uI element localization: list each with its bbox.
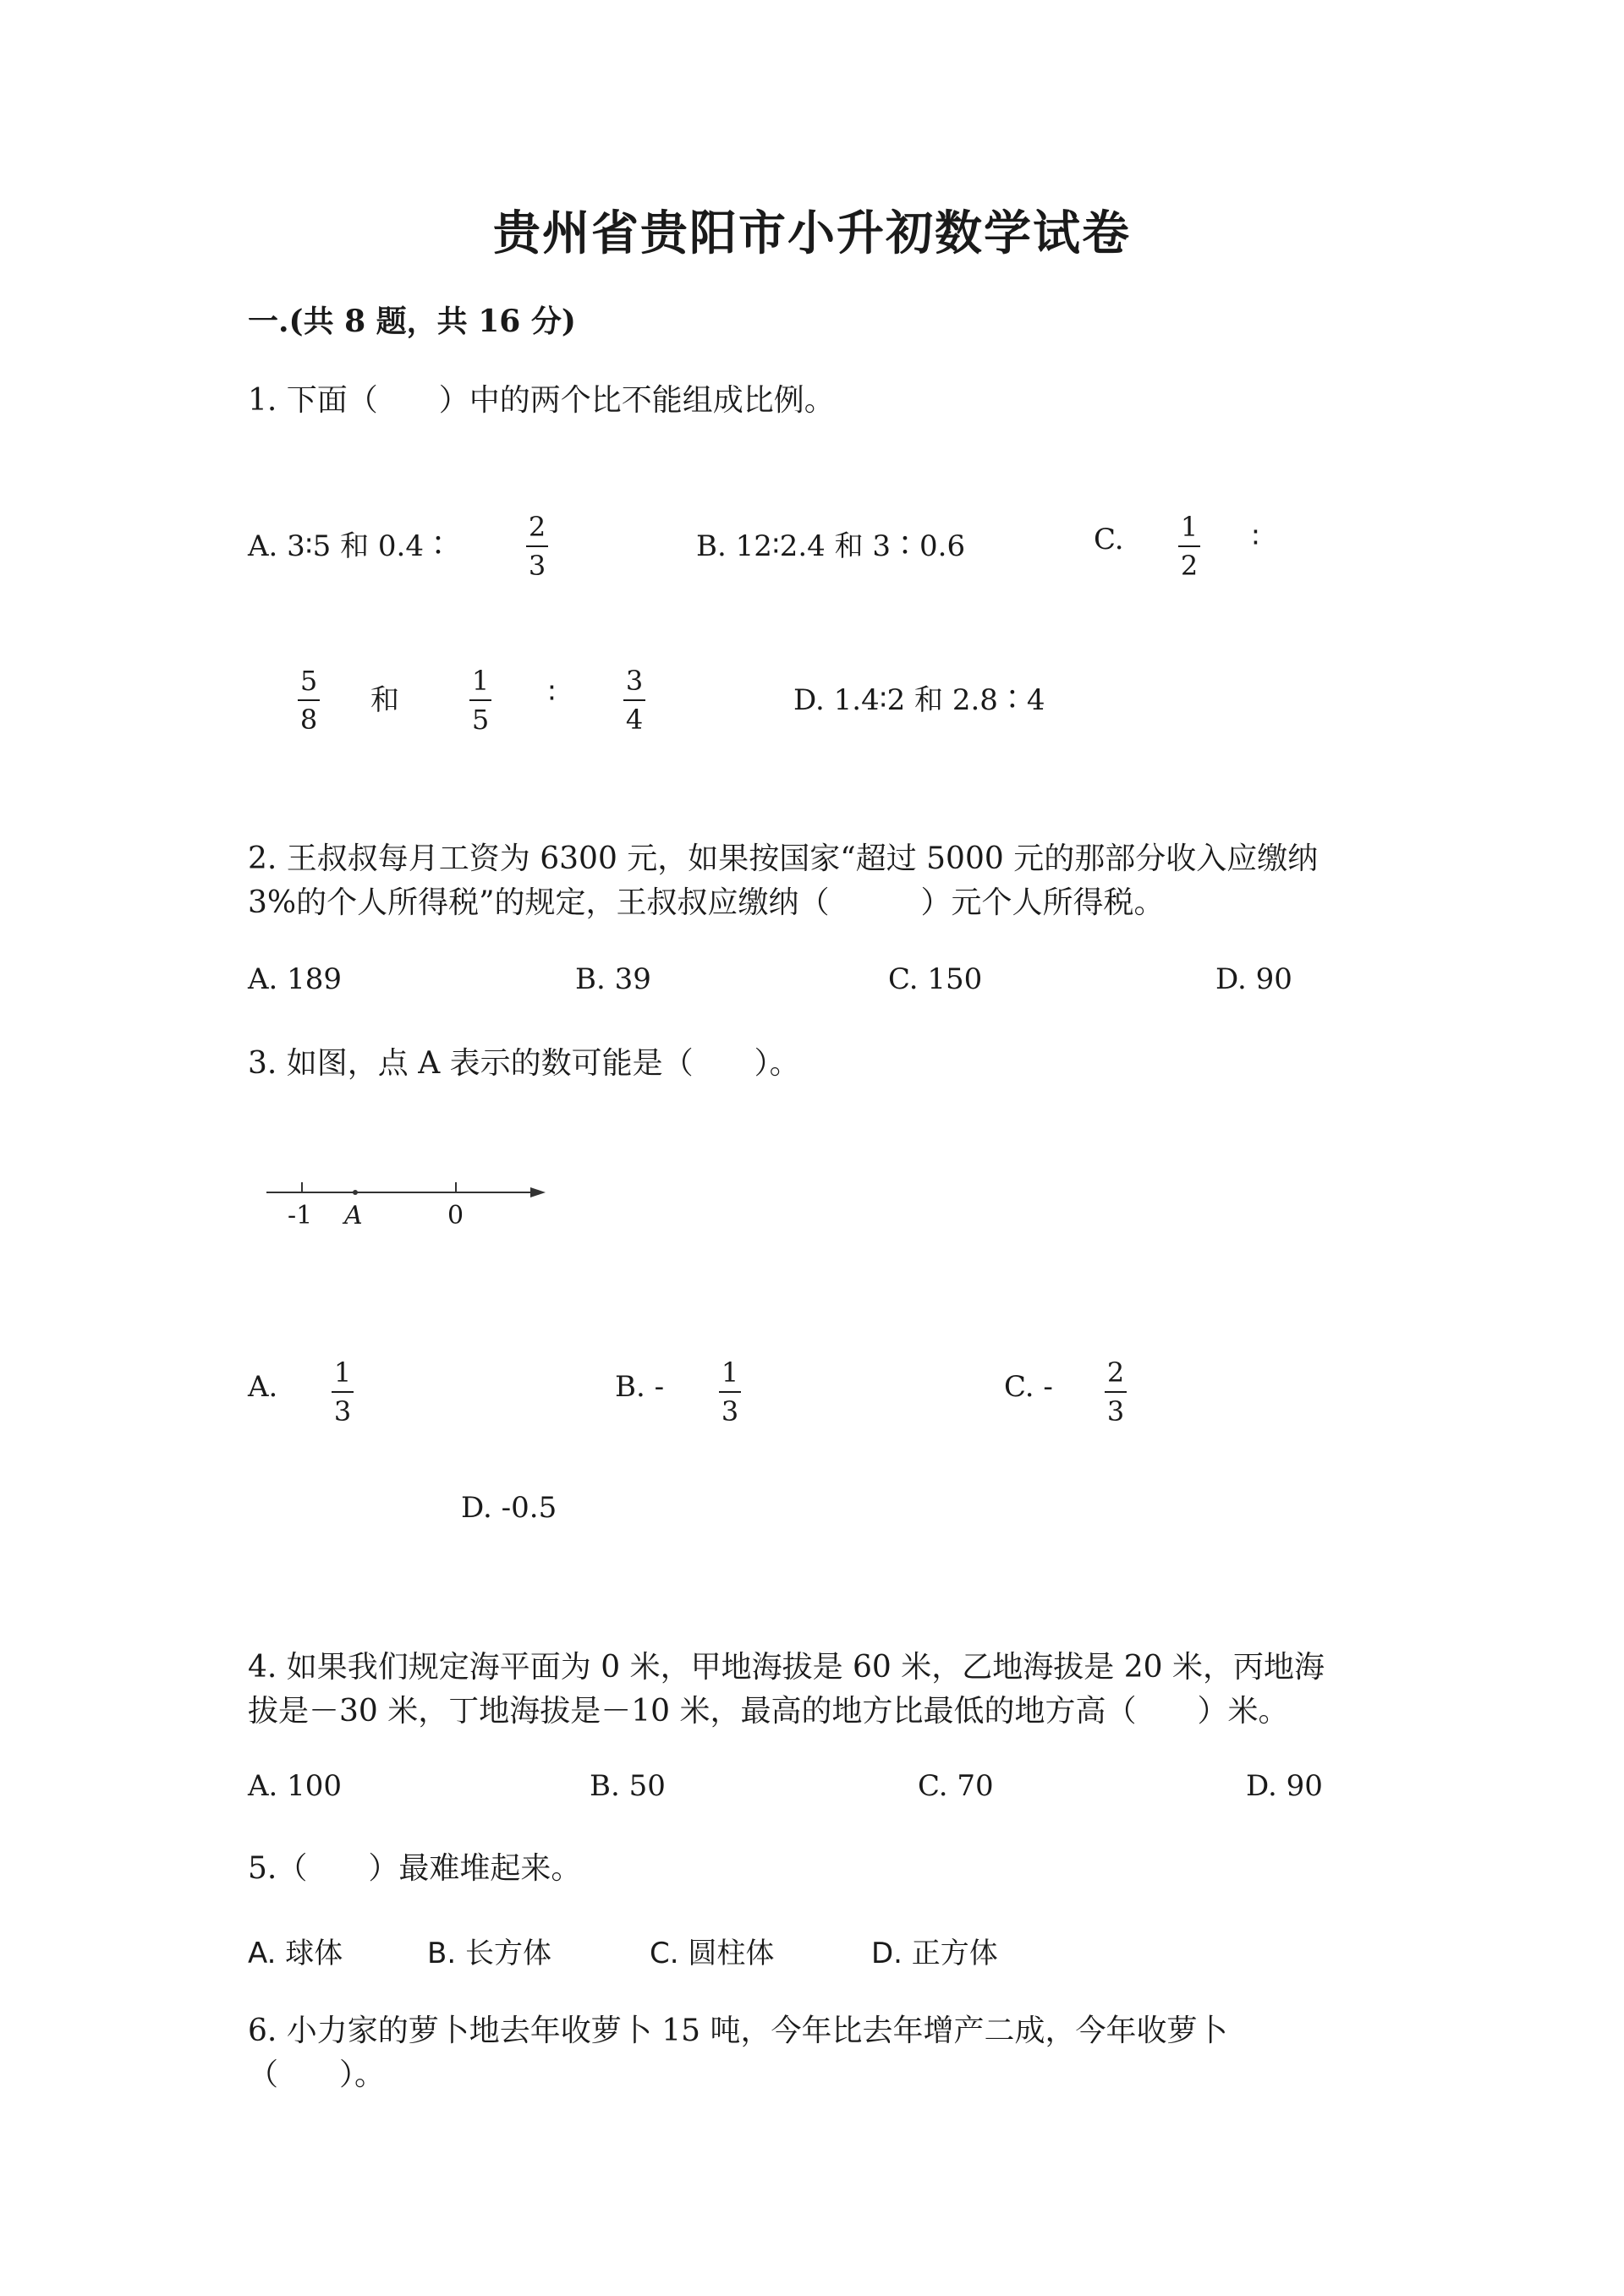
arrow-right-icon — [530, 1187, 546, 1197]
q3-option-a-fraction — [332, 1357, 354, 1427]
fraction-bar — [1105, 1391, 1127, 1393]
fraction-bar — [469, 699, 491, 701]
fraction-bar — [719, 1391, 741, 1393]
fraction-bar — [526, 545, 548, 547]
question-4-stem-line-1: 4. 如果我们规定海平面为 0 米，甲地海拔是 60 米，乙地海拔是 20 米，丙地海 — [248, 1650, 1325, 1685]
q3-option-b-fraction — [719, 1357, 741, 1427]
q1-option-c-fraction-2 — [298, 666, 320, 735]
fraction-denominator: 8 — [299, 704, 318, 736]
question-2-stem-line-1: 2. 王叔叔每月工资为 6300 元，如果按国家“超过 5000 元的那部分收入应缴纳 — [248, 841, 1319, 876]
fraction-numerator: 1 — [721, 1356, 739, 1389]
question-4-stem-line-2: 拔是－30 米，丁地海拔是－10 米，最高的地方比最低的地方高（ ）米。 — [248, 1694, 1289, 1729]
section-header: 一.(共 8 题，共 16 分) — [248, 304, 576, 339]
point-a-dot — [353, 1190, 358, 1195]
fraction-numerator: 2 — [1106, 1356, 1125, 1389]
q2-option-b: B. 39 — [575, 962, 651, 996]
q1-option-d: D. 1.4∶2 和 2.8∶4 — [793, 683, 1045, 717]
q4-option-c: C. 70 — [918, 1769, 994, 1803]
q3-option-c-prefix: C. - — [1004, 1370, 1053, 1404]
q1-option-b: B. 12∶2.4 和 3∶0.6 — [696, 529, 966, 563]
q3-option-c-fraction — [1105, 1357, 1127, 1427]
fraction-numerator: 1 — [333, 1356, 352, 1389]
q1-option-c-prefix: C. — [1094, 523, 1124, 556]
q1-option-c-fraction-1 — [1178, 512, 1200, 581]
q3-option-b-prefix: B. - — [615, 1370, 665, 1404]
question-5-stem: 5.（ ）最难堆起来。 — [248, 1851, 582, 1886]
q4-option-b: B. 50 — [590, 1769, 666, 1803]
q3-option-a-prefix: A. — [248, 1370, 278, 1404]
page-title: 贵州省贵阳市小升初数学试卷 — [493, 205, 1131, 261]
question-1-stem: 1. 下面（ ）中的两个比不能组成比例。 — [248, 383, 835, 418]
q1-option-c-colon-2: ∶ — [548, 677, 556, 710]
q1-option-a-fraction — [526, 512, 548, 581]
fraction-numerator: 5 — [299, 665, 318, 697]
number-line-figure — [258, 1167, 554, 1243]
question-3-stem: 3. 如图，点 A 表示的数可能是（ ）。 — [248, 1046, 800, 1081]
q5-option-a: A. 球体 — [248, 1937, 343, 1970]
label-minus-one: -1 — [288, 1201, 313, 1230]
q1-option-c-colon-1: ∶ — [1252, 521, 1259, 555]
fraction-denominator: 2 — [1180, 550, 1199, 582]
q3-option-d: D. -0.5 — [461, 1491, 557, 1525]
q1-option-c-fraction-3 — [469, 666, 491, 735]
q5-option-c: C. 圆柱体 — [650, 1937, 775, 1970]
q2-option-d: D. 90 — [1215, 962, 1292, 996]
fraction-numerator: 1 — [471, 665, 490, 697]
question-6-stem-line-1: 6. 小力家的萝卜地去年收萝卜 15 吨，今年比去年增产二成，今年收萝卜 — [248, 2014, 1228, 2048]
label-zero: 0 — [447, 1201, 464, 1230]
q2-option-a: A. 189 — [248, 962, 343, 996]
fraction-denominator: 3 — [1106, 1395, 1125, 1427]
q1-option-c-fraction-4 — [623, 666, 645, 735]
fraction-denominator: 3 — [528, 550, 546, 582]
q2-option-c: C. 150 — [888, 962, 983, 996]
fraction-bar — [332, 1391, 354, 1393]
label-point-a: A — [344, 1201, 363, 1230]
q5-option-d: D. 正方体 — [871, 1937, 998, 1970]
q4-option-a: A. 100 — [248, 1769, 343, 1803]
question-2-stem-line-2: 3%的个人所得税”的规定，王叔叔应缴纳（ ）元个人所得税。 — [248, 885, 1165, 920]
fraction-bar — [298, 699, 320, 701]
fraction-denominator: 3 — [721, 1395, 739, 1427]
fraction-denominator: 4 — [625, 704, 644, 736]
q4-option-d: D. 90 — [1246, 1769, 1323, 1803]
fraction-bar — [623, 699, 645, 701]
q5-option-b: B. 长方体 — [427, 1937, 551, 1970]
question-6-stem-line-2: （ ）。 — [248, 2058, 386, 2092]
fraction-denominator: 5 — [471, 704, 490, 736]
fraction-numerator: 3 — [625, 665, 644, 697]
fraction-numerator: 2 — [528, 511, 546, 543]
fraction-bar — [1178, 545, 1200, 547]
q1-option-a-text: A. 3∶5 和 0.4∶ — [248, 529, 453, 563]
fraction-numerator: 1 — [1180, 511, 1199, 543]
q1-option-c-and: 和 — [370, 683, 399, 717]
fraction-denominator: 3 — [333, 1395, 352, 1427]
